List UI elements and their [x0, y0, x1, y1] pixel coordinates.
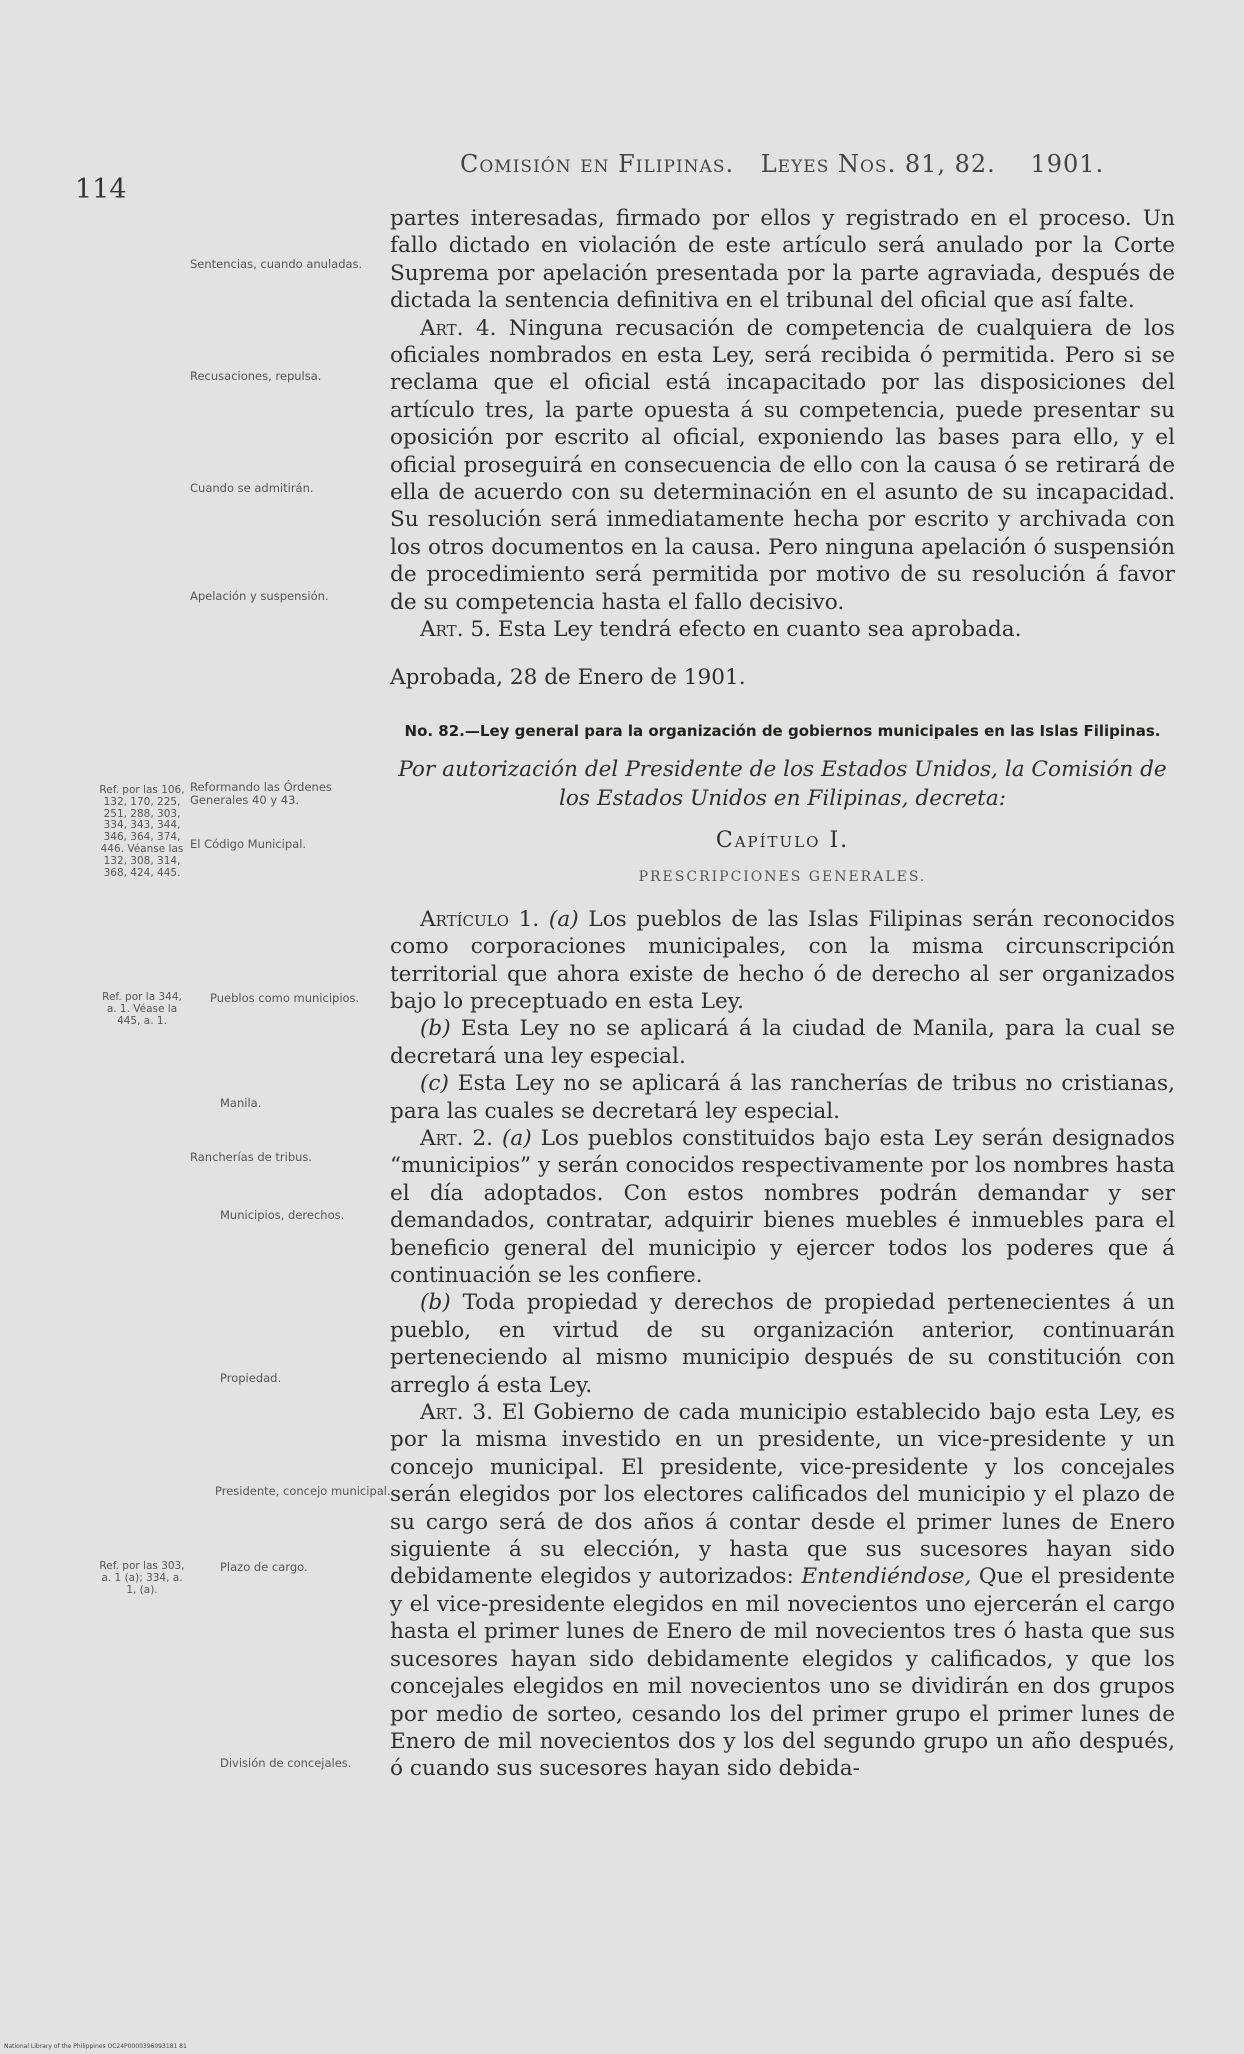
- running-head-year: 1901.: [1030, 150, 1105, 178]
- scan-footer: National Library of the Philippines OC24P0000396093181 81: [4, 2043, 187, 2050]
- margin-note: División de concejales.: [220, 1756, 352, 1770]
- approval-date: Aprobada, 28 de Enero de 1901.: [390, 664, 746, 690]
- margin-note: Propiedad.: [220, 1371, 282, 1385]
- margin-note: Rancherías de tribus.: [190, 1150, 313, 1164]
- paragraph-continuation: partes interesadas, firmado por ellos y registrado en el proceso. Un fallo dictado en violación de este artículo será anulado por la Corte Suprema por apelación presentada por la parte agraviada, después de dictada la sentencia definitiva en el tribunal del oficial que así falte.: [390, 206, 1175, 314]
- article-label: Art. 3.: [420, 1400, 493, 1426]
- margin-note: Municipios, derechos.: [220, 1208, 345, 1222]
- reference-note: Ref. por la 344, a. 1. Véase la 445, a. 1.: [102, 991, 182, 1027]
- margin-note: Apelación y suspensión.: [190, 589, 329, 603]
- section-subheading: PRESCRIPCIONES GENERALES.: [638, 869, 927, 886]
- margin-note: Plazo de cargo.: [220, 1560, 308, 1574]
- reference-note: Ref. por las 303, a. 1 (a); 334, a. 1, (a).: [99, 1560, 185, 1596]
- clause-mark: (a): [501, 1125, 532, 1151]
- margin-note: Presidente, concejo municipal.: [215, 1484, 391, 1498]
- reference-note: Ref. por las 106, 132, 170, 225, 251, 288, 303, 334, 343, 344, 346, 364, 374, 446. Véanse las 132, 308, 314, 368, 424, 445.: [99, 784, 185, 879]
- article-2b: [390, 1289, 1175, 1399]
- article-5: [390, 616, 1175, 643]
- margin-note: Manila.: [220, 1096, 262, 1110]
- margin-note: Sentencias, cuando anuladas.: [190, 257, 363, 271]
- article-text: Ninguna recusación de competencia de cualquiera de los oficiales nombrados en esta Ley, será recibida ó permitida. Pero si se reclama que el oficial está incapacitado por las disposiciones del artículo tres, la parte opuesta á su competencia, puede presentar su oposición por escrito al oficial, exponiendo las bases para ello, y el oficial proseguirá en consecuencia de ello con la causa ó se retirará de ella de acuerdo con su determinación en el asunto de su incapacidad. Su resolución será inmediatamente hecha por escrito y archivada con los otros documentos en la causa. Pero ninguna apelación ó suspensión de procedimiento será permitida por motivo de su resolución á favor de su competencia hasta el fallo decisivo.: [390, 315, 1175, 615]
- article-text: Toda propiedad y derechos de propiedad pertenecientes á un pueblo, en virtud de su organización anterior, continuarán perteneciendo al mismo municipio después de su constitución con arreglo á esta Ley.: [390, 1290, 1175, 1398]
- article-3: [390, 1399, 1175, 1783]
- article-text: Esta Ley no se aplicará á la ciudad de Manila, para la cual se decretará una ley especial.: [390, 1016, 1175, 1069]
- clause-mark: (c): [420, 1071, 449, 1097]
- body-text: [390, 205, 1175, 1783]
- article-text: Los pueblos constituidos bajo esta Ley serán designados “municipios” y serán conocidos respectivamente por los nombres hasta el día adoptados. Con estos nombres podrán demandar y ser demandados, contratar, adquirir bienes muebles é inmuebles para el beneficio general del municipio y ejercer todos los poderes que á continuación se les confiere.: [390, 1125, 1175, 1288]
- proviso-word: Entendiéndose,: [801, 1564, 972, 1590]
- margin-note: Reformando las Órdenes Generales 40 y 43.: [190, 780, 332, 807]
- article-text: Que el presidente y el vice-presidente elegidos en mil novecientos uno ejercerán el cargo hasta el primer lunes de Enero de mil novecientos tres ó hasta que sus sucesores hayan sido debidamente elegidos y calificados, y que los concejales elegidos en mil novecientos uno se dividirán en dos grupos por medio de sorteo, cesando los del primer grupo el primer lunes de Enero de mil novecientos dos y los del segundo grupo un año después, ó cuando sus sucesores hayan sido debida-: [390, 1564, 1175, 1782]
- article-1c: [390, 1070, 1175, 1125]
- margin-note: Recusaciones, repulsa.: [190, 369, 322, 383]
- enacting-clause: Por autorización del Presidente de los Estados Unidos, la Comisión de los Estados Unidos en Filipinas, decreta:: [398, 756, 1167, 811]
- running-head-publication: Comisión en Filipinas.: [460, 150, 735, 178]
- article-text: El Gobierno de cada municipio establecido bajo esta Ley, es por la misma investido en un presidente, un vice-presidente y un concejo municipal. El presidente, vice-presidente y los concejales serán elegidos por los electores calificados del municipio y el plazo de su cargo será de dos años á contar desde el primer lunes de Enero siguiente á su elección, y hasta que sus sucesores hayan sido debidamente elegidos y autorizados:: [390, 1400, 1175, 1590]
- article-1b: [390, 1015, 1175, 1070]
- running-head: [460, 150, 1120, 178]
- article-2a: [390, 1125, 1175, 1289]
- article-text: Esta Ley tendrá efecto en cuanto sea aprobada.: [490, 617, 1022, 643]
- margin-note: El Código Municipal.: [190, 837, 307, 851]
- clause-mark: (b): [420, 1016, 451, 1042]
- clause-mark: (a): [548, 906, 579, 932]
- article-4: [390, 315, 1175, 616]
- article-label: Art. 5.: [420, 617, 491, 643]
- running-head-laws: Leyes Nos. 81, 82.: [760, 150, 996, 178]
- clause-mark: (b): [420, 1290, 451, 1316]
- page-number: 114: [75, 174, 127, 205]
- margin-note: Pueblos como municipios.: [210, 991, 360, 1005]
- chapter-heading: Capítulo I.: [715, 827, 850, 853]
- article-text: Los pueblos de las Islas Filipinas serán reconocidos como corporaciones municipales, con la misma circunscripción territorial que ahora existe de hecho ó de derecho al ser organizados bajo lo preceptuado en esta Ley.: [390, 906, 1175, 1014]
- article-1a: [390, 906, 1175, 1016]
- article-label: Artículo 1.: [420, 906, 540, 932]
- law-title: No. 82.—Ley general para la organización de gobiernos municipales en las Islas Filipinas.: [404, 721, 1161, 740]
- article-label: Art. 4.: [420, 315, 497, 341]
- margin-note: Cuando se admitirán.: [190, 481, 314, 495]
- article-label: Art. 2.: [420, 1125, 494, 1151]
- article-text: Esta Ley no se aplicará á las rancherías de tribus no cristianas, para las cuales se decretará ley especial.: [390, 1071, 1175, 1124]
